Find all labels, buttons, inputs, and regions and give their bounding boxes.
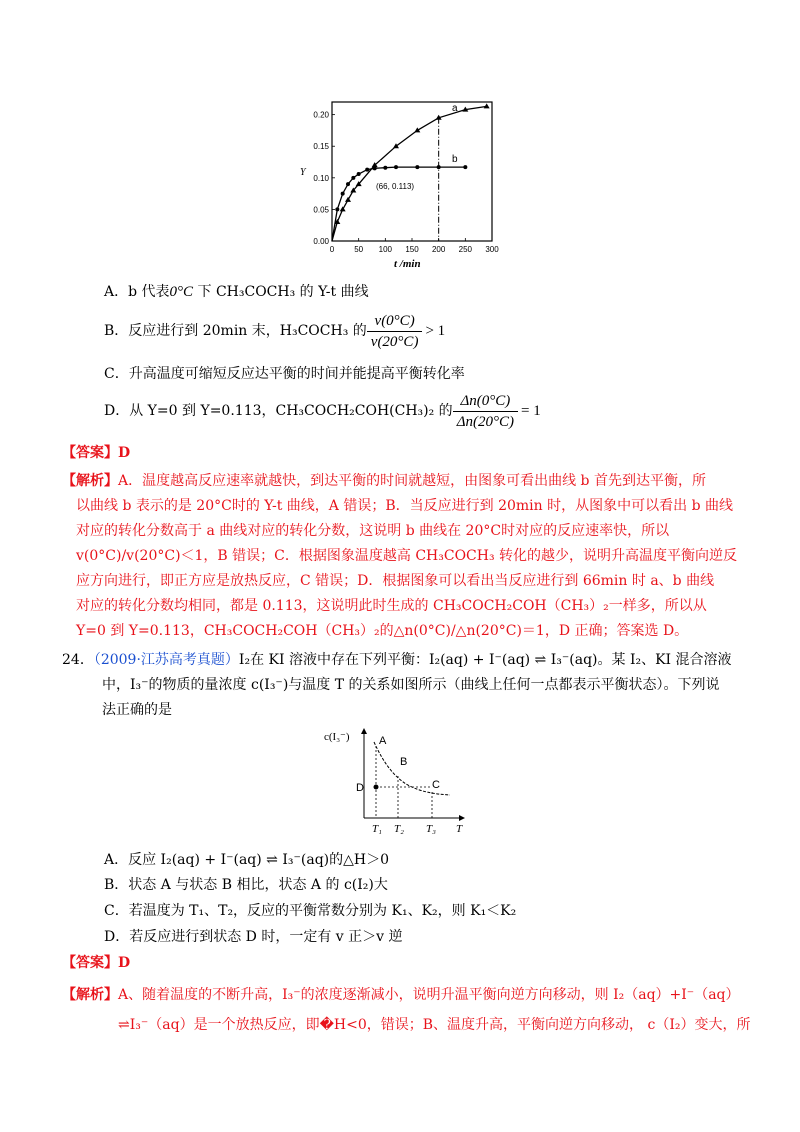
stem-line: I₂在 KI 溶液中存在下列平衡：I₂(aq) + I⁻(aq) ⇌ I₃⁻(aq)。某 I₂、KI 混合溶液: [238, 652, 732, 668]
option-a-prefix: A．b 代表: [104, 284, 170, 300]
point-d-marker: [374, 785, 379, 790]
x-tick-label: 150: [405, 245, 419, 254]
answer-label: 【答案】: [62, 445, 118, 461]
point-a-label: A: [379, 735, 387, 747]
analysis-line: 对应的转化分数均相同，都是 0.113，这说明此时生成的 CH₃COCH₂COH（CH₃）₂一样多，所以从: [76, 598, 707, 614]
q23-option-b: [104, 308, 445, 354]
data-point-b: [437, 165, 441, 169]
analysis-line: Y=0 到 Y=0.113，CH₃COCH₂COH（CH₃）₂的△n(0°C)/△n(20°C)＝1，D 正确；答案选 D。: [76, 623, 689, 639]
plot-frame: [332, 102, 492, 241]
data-point-a: [345, 197, 351, 202]
analysis-line: v(0°C)/v(20°C)＜1，B 错误；C．根据图象温度越高 CH₃COCH₃ 转化的越少，说明升高温度平衡向逆反: [76, 548, 738, 564]
y-tick-label: 0.20: [313, 110, 329, 120]
data-point-a: [414, 127, 420, 132]
x-axis-label: T: [456, 823, 463, 835]
x-tick-label: 250: [458, 245, 473, 254]
data-point-b: [341, 192, 345, 196]
x-tick-label: 200: [431, 245, 446, 254]
x-axis-arrow: [459, 815, 465, 821]
q24-chart: [322, 728, 472, 840]
curve-b-label: b: [452, 154, 458, 165]
data-point-b: [335, 207, 339, 211]
x-tick-label: 50: [354, 245, 364, 254]
q24-analysis: [62, 980, 751, 1040]
data-point-a: [340, 206, 346, 211]
x-axis-label: t /min: [394, 258, 421, 270]
data-point-a: [484, 103, 490, 108]
analysis-label: 【解析】: [62, 473, 118, 489]
fraction-denominator: v(20°C): [370, 333, 419, 350]
point-d-label: D: [356, 782, 364, 794]
t1-label: T₁: [372, 823, 382, 835]
option-b-fraction: [367, 311, 423, 352]
data-point-b: [373, 166, 377, 170]
q24-option-a: A．反应 I₂(aq) + I⁻(aq) ⇌ I₃⁻(aq)的△H＞0: [104, 852, 389, 868]
y-tick-label: 0.15: [313, 142, 329, 152]
answer-label: 【答案】: [62, 955, 118, 971]
question-number: 24．: [62, 652, 94, 668]
data-point-b: [415, 165, 419, 169]
fraction-numerator: v(0°C): [367, 311, 423, 332]
y-tick-label: 0.00: [313, 237, 329, 246]
analysis-line: A、随着温度的不断升高，I₃⁻的浓度逐渐减小，说明升温平衡向逆方向移动，则 I₂（aq）+I⁻（aq）: [118, 987, 740, 1003]
curve-a-label: a: [452, 103, 458, 114]
q23-option-d: [104, 388, 541, 434]
question-source: （2009·江苏高考真题）: [93, 652, 239, 668]
analysis-line: ⇌I₃⁻（aq）是一个放热反应，即�H<0，错误；B、温度升高，平衡向逆方向移动， c（I₂）变大，所: [118, 1017, 751, 1033]
stem-line: 中，I₃⁻的物质的量浓度 c(I₃⁻)与温度 T 的关系如图所示（曲线上任何一点都表示平衡状态）。下列说: [102, 677, 720, 693]
q24-option-d: D．若反应进行到状态 D 时，一定有 v 正＞v 逆: [104, 929, 403, 945]
data-point-b: [357, 172, 361, 176]
x-tick-label: 100: [378, 245, 393, 254]
data-point-b: [346, 182, 350, 186]
option-a-math: 0°C: [169, 284, 194, 300]
fraction-denominator: Δn(20°C): [456, 413, 514, 430]
option-d-prefix: D．从 Y=0 到 Y=0.113，CH₃COCH₂COH(CH₃)₂ 的: [104, 403, 453, 419]
point-b-label: B: [400, 756, 408, 768]
option-b-suffix: > 1: [425, 323, 446, 339]
t3-label: T₃: [426, 823, 436, 835]
data-point-b: [351, 176, 355, 180]
option-b-prefix: B．反应进行到 20min 末，H₃COCH₃ 的: [104, 323, 367, 339]
y-tick-label: 0.10: [313, 173, 329, 183]
answer-value: D: [118, 445, 131, 461]
answer-value: D: [118, 955, 131, 971]
fraction-numerator: Δn(0°C): [453, 391, 518, 412]
x-tick-label: 0: [329, 245, 335, 254]
point-annotation: (66, 0.113): [376, 182, 415, 191]
data-point-b: [394, 165, 398, 169]
q24-answer: [62, 953, 130, 973]
y-axis-label: c(I₃⁻): [324, 731, 350, 743]
q24-option-c: C．若温度为 T₁、T₂，反应的平衡常数分别为 K₁、K₂，则 K₁＜K₂: [104, 903, 517, 919]
q23-answer: [62, 443, 130, 463]
analysis-line: 对应的转化分数高于 a 曲线对应的转化分数，这说明 b 曲线在 20°C时对应的反应速率快，所以: [76, 523, 670, 539]
y-axis-arrow: [361, 728, 367, 734]
analysis-label: 【解析】: [62, 987, 118, 1003]
data-point-b: [365, 168, 369, 172]
y-tick-label: 0.05: [313, 205, 329, 215]
option-a-suffix: 下 CH₃COCH₃ 的 Y-t 曲线: [193, 284, 369, 300]
analysis-line: 以曲线 b 表示的是 20°C时的 Y-t 曲线，A 错误；B．当反应进行到 20min 时，从图象中可以看出 b 曲线: [76, 498, 733, 514]
series-line-a: [332, 106, 487, 241]
t2-label: T₂: [394, 823, 404, 835]
y-axis-label: Y: [300, 167, 306, 178]
point-c-label: C: [432, 779, 440, 791]
q23-option-c: C．升高温度可缩短反应达平衡的时间并能提高平衡转化率: [104, 366, 465, 382]
x-tick-label: 300: [485, 245, 499, 254]
stem-line: 法正确的是: [102, 702, 172, 718]
option-d-suffix: = 1: [521, 403, 541, 419]
q23-chart: [290, 95, 505, 270]
q23-analysis: [62, 469, 742, 644]
analysis-line: 应方向进行，即正方应是放热反应，C 错误；D．根据图象可以看出当反应进行到 66min 时 a、b 曲线: [76, 573, 715, 589]
q23-option-a: [104, 282, 369, 302]
q24-stem: [62, 648, 732, 723]
data-point-b: [383, 166, 387, 170]
data-point-b: [463, 165, 467, 169]
q24-option-b: B．状态 A 与状态 B 相比，状态 A 的 c(I₂)大: [104, 877, 388, 893]
option-d-fraction: [453, 391, 518, 432]
analysis-line: A．温度越高反应速率就越快，到达平衡的时间就越短，由图象可看出曲线 b 首先到达平衡，所: [118, 473, 706, 489]
